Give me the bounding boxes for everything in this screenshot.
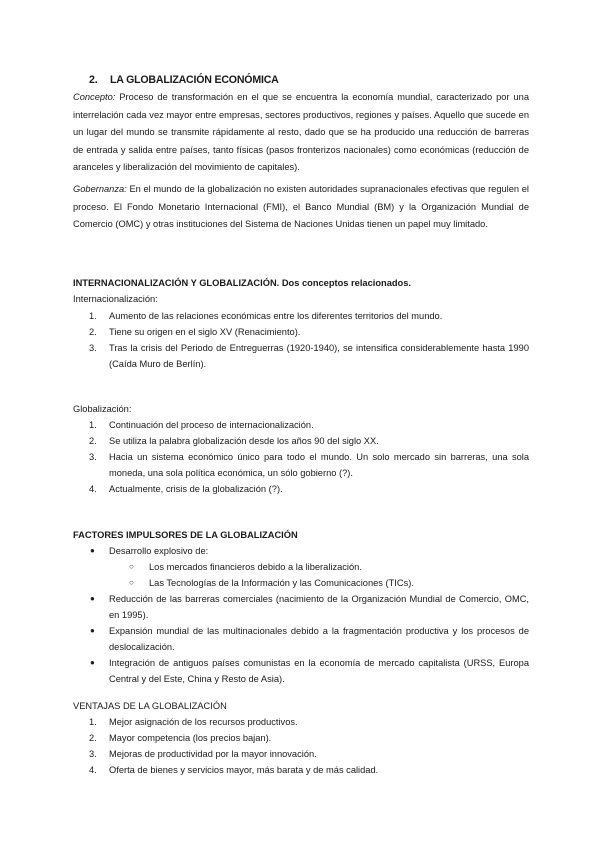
list-number: 1. — [89, 311, 97, 321]
gobernanza-label: Gobernanza: — [73, 184, 127, 194]
concepto-text: Proceso de transformación en el que se encuentra la economía mundial, caracterizado por una interrelación cada vez mayor entre empresas, sectores productivos, regiones y países. Aquello que sucede en un lugar del mundo se transmite rápidamente al resto, dado que se ha producido una reducción de barreras de entrada y salida entre países, tanto físicas (pasos fronterizos nacionales) como económicas (reducción de aranceles y liberalización del movimiento de capitales). — [73, 92, 529, 173]
globalizacion-label: Globalización: — [73, 404, 132, 414]
list-number: 3. — [89, 749, 97, 759]
list-number: 1. — [89, 420, 97, 430]
bullet-icon: ● — [90, 594, 95, 603]
list-item — [89, 655, 529, 687]
list-number: 3. — [89, 452, 97, 462]
list-item-text: Mayor competencia (los precios bajan). — [109, 733, 272, 743]
ventajas-title: VENTAJAS DE LA GLOBALIZACIÓN — [73, 701, 227, 711]
gobernanza-paragraph — [73, 181, 529, 234]
section-heading — [89, 74, 279, 86]
list-item-text: Integración de antiguos países comunistas en la economía de mercado capitalista (URSS, Europa Central y del Este, China y Resto de Asia). — [109, 658, 529, 684]
list-number: 4. — [89, 765, 97, 775]
internacionalizacion-section-title — [73, 276, 411, 290]
section-title: LA GLOBALIZACIÓN ECONÓMICA — [110, 74, 279, 86]
list-item-text: Expansión mundial de las multinacionales debido a la fragmentación productiva y los procesos de deslocalización. — [109, 626, 529, 652]
bullet-icon: ● — [90, 546, 95, 555]
list-item-text: Tras la crisis del Periodo de Entreguerras (1920-1940), se intensifica considerablemente hasta 1990 (Caída Muro de Berlín). — [109, 343, 529, 369]
list-number: 4. — [89, 484, 97, 494]
factores-list — [89, 543, 529, 687]
list-number: 2. — [89, 733, 97, 743]
internacionalizacion-list — [89, 308, 529, 372]
concepto-label: Concepto: — [73, 92, 116, 102]
list-item-text: Continuación del proceso de internacionalización. — [109, 420, 314, 430]
ventajas-list — [89, 714, 529, 778]
list-item-text: Mejor asignación de los recursos productivos. — [109, 717, 298, 727]
list-item — [89, 623, 529, 655]
circle-bullet-icon: ○ — [129, 562, 134, 571]
concepto-paragraph — [73, 89, 529, 177]
list-item — [89, 730, 529, 746]
factores-title-text: FACTORES IMPULSORES DE LA GLOBALIZACIÓN — [73, 530, 298, 540]
list-item — [89, 340, 529, 372]
list-item — [89, 714, 529, 730]
bullet-icon: ● — [90, 658, 95, 667]
list-item-text: Oferta de bienes y servicios mayor, más barata y de más calidad. — [109, 765, 379, 775]
list-item — [89, 308, 529, 324]
list-item-text: Tiene su origen en el siglo XV (Renacimiento). — [109, 327, 301, 337]
sub-list-item-text: Las Tecnologías de la Información y las Comunicaciones (TICs). — [149, 578, 414, 588]
list-item — [89, 762, 529, 778]
list-item — [89, 417, 529, 433]
list-item-text: Hacia un sistema económico único para todo el mundo. Un solo mercado sin barreras, una sola moneda, una sola política económica, un sólo gobierno (?). — [109, 452, 529, 478]
list-item — [89, 449, 529, 481]
list-item — [89, 481, 529, 497]
list-item-text: Actualmente, crisis de la globalización (?). — [109, 484, 283, 494]
circle-bullet-icon: ○ — [129, 578, 134, 587]
list-item — [89, 543, 529, 591]
list-number: 1. — [89, 717, 97, 727]
internacionalizacion-title-bold: INTERNACIONALIZACIÓN Y GLOBALIZACIÓN. Dos conceptos relacionados. — [73, 278, 411, 288]
section-number: 2. — [89, 74, 98, 86]
bullet-icon: ● — [90, 626, 95, 635]
sub-list-item — [129, 575, 529, 591]
list-number: 2. — [89, 327, 97, 337]
sub-list-item-text: Los mercados financieros debido a la liberalización. — [149, 562, 362, 572]
list-item — [89, 746, 529, 762]
list-item-text: Se utiliza la palabra globalización desde los años 90 del siglo XX. — [109, 436, 379, 446]
sub-list-item — [129, 559, 529, 575]
internacionalizacion-label: Internacionalización: — [73, 294, 158, 304]
list-number: 3. — [89, 343, 97, 353]
list-item-text: Desarrollo explosivo de: — [109, 546, 209, 556]
factores-title — [73, 528, 298, 542]
globalizacion-list — [89, 417, 529, 497]
gobernanza-text: En el mundo de la globalización no existen autoridades supranacionales efectivas que regulen el proceso. El Fondo Monetario Internacional (FMI), el Banco Mundial (BM) y la Organización Mundial de Comercio (OMC) y otras instituciones del Sistema de Naciones Unidas tienen un papel muy limitado. — [73, 184, 529, 230]
factores-sublist — [109, 559, 529, 591]
list-item — [89, 433, 529, 449]
list-item — [89, 324, 529, 340]
list-number: 2. — [89, 436, 97, 446]
list-item-text: Aumento de las relaciones económicas entre los diferentes territorios del mundo. — [109, 311, 443, 321]
list-item-text: Reducción de las barreras comerciales (nacimiento de la Organización Mundial de Comercio, OMC, en 1995). — [109, 594, 529, 620]
list-item-text: Mejoras de productividad por la mayor innovación. — [109, 749, 317, 759]
list-item — [89, 591, 529, 623]
